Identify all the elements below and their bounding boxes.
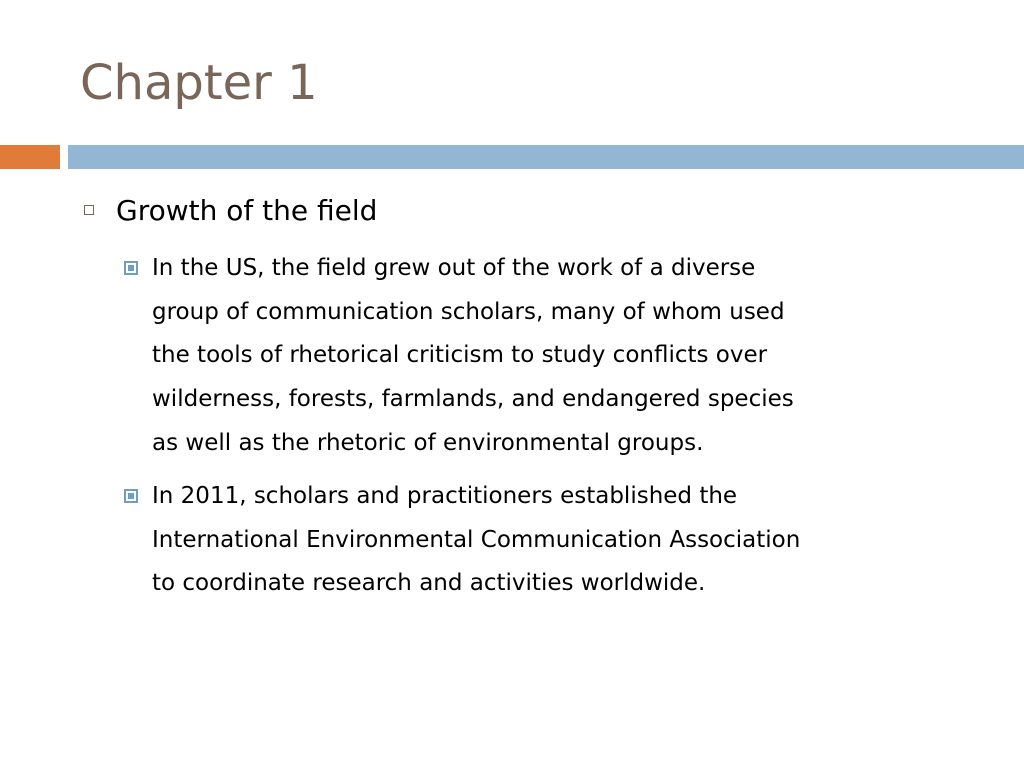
title-accent-bar-blue xyxy=(68,145,1024,169)
bullet-level2 xyxy=(124,475,974,606)
text-line: to coordinate research and activities worldwide. xyxy=(152,570,706,597)
bullet-level2-text xyxy=(152,475,974,606)
text-line: In 2011, scholars and practitioners established the xyxy=(152,483,738,509)
slide-title: Chapter 1 xyxy=(80,55,318,111)
text-line: In the US, the field grew out of the work of a diverse xyxy=(152,255,756,281)
text-line: as well as the rhetoric of environmental groups. xyxy=(152,429,704,456)
bullet-level1-text: Growth of the field xyxy=(116,194,378,227)
text-line: wilderness, forests, farmlands, and endangered species xyxy=(152,386,794,413)
square-bullet-icon xyxy=(124,489,138,503)
square-bullet-icon xyxy=(124,261,138,275)
bullet-level2-text xyxy=(152,247,974,466)
text-line: International Environmental Communication Association xyxy=(152,526,801,553)
hollow-square-bullet-icon xyxy=(84,205,94,215)
text-line: group of communication scholars, many of whom used xyxy=(152,298,785,325)
title-accent-bar-orange xyxy=(0,145,60,169)
bullet-level2 xyxy=(124,247,974,466)
text-line: the tools of rhetorical criticism to study conflicts over xyxy=(152,342,768,369)
